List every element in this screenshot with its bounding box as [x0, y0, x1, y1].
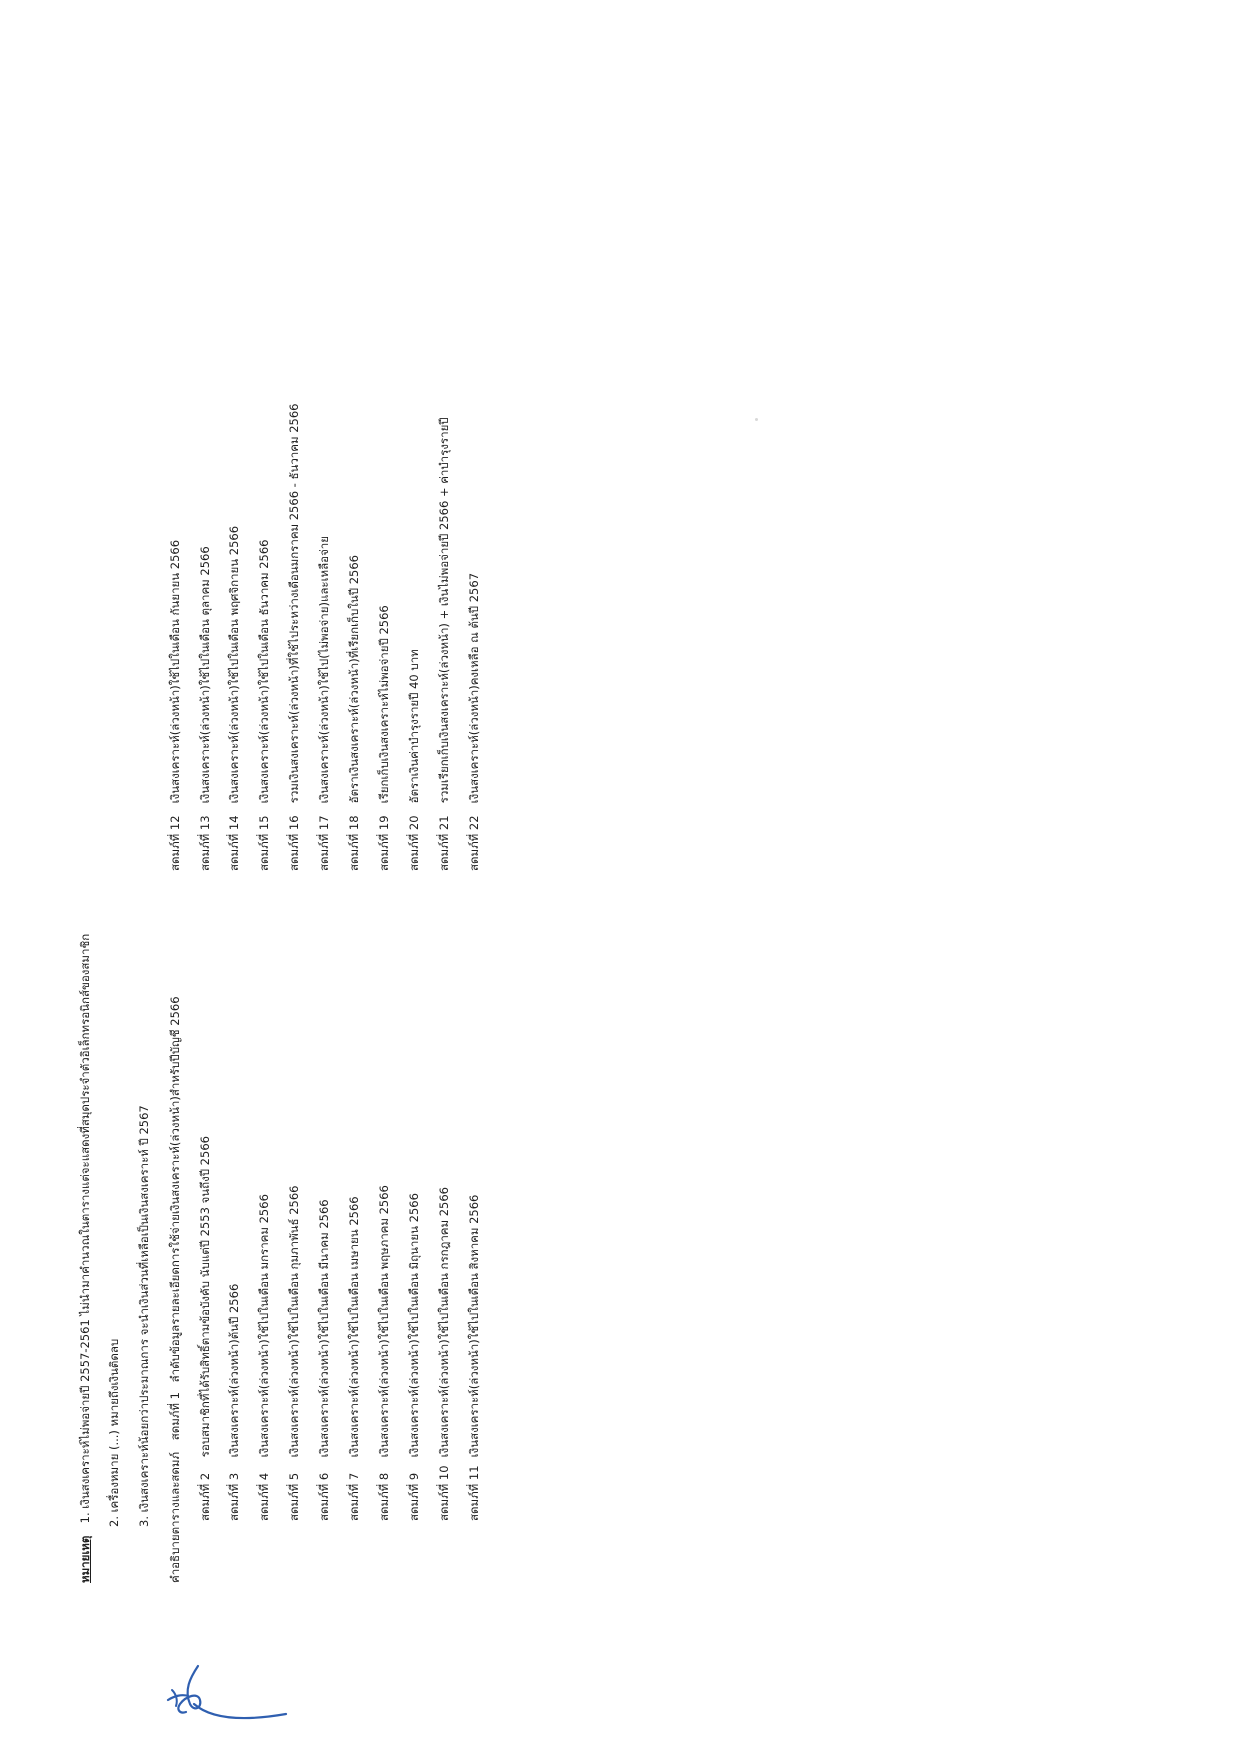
column-label: สดมภ์ที่ 1: [168, 1392, 182, 1441]
column-item-19: สดมภ์ที่ 19 เรียกเก็บเงินสงเคราะห์ไม่พอจ่ายปี 2566: [377, 605, 391, 871]
column-item-14: สดมภ์ที่ 14 เงินสงเคราะห์(ล่วงหน้า)ใช้ไปในเดือน พฤศจิกายน 2566: [227, 525, 241, 871]
column-item-18: สดมภ์ที่ 18 อัตราเงินสงเคราะห์(ล่วงหน้า)ที่เรียกเก็บในปี 2566: [347, 555, 361, 871]
explanation-intro: คำอธิบายตารางและสดมภ์: [168, 1451, 182, 1583]
column-item-12: สดมภ์ที่ 12 เงินสงเคราะห์(ล่วงหน้า)ใช้ไปในเดือน กันยายน 2566: [168, 539, 182, 871]
column-item-3: สดมภ์ที่ 3 เงินสงเคราะห์(ล่วงหน้า)ต้นปี 2566: [227, 1283, 241, 1521]
explanation-line-1: [168, 996, 182, 1583]
handwritten-signature-icon: [150, 1660, 290, 1730]
column-desc: ลำดับข้อมูลรายละเอียดการใช้จ่ายเงินสงเคราะห์(ล่วงหน้า)สำหรับปีบัญชี 2566: [168, 996, 182, 1383]
column-item-7: สดมภ์ที่ 7 เงินสงเคราะห์(ล่วงหน้า)ใช้ไปในเดือน เมษายน 2566: [347, 1196, 361, 1521]
column-item-17: สดมภ์ที่ 17 เงินสงเคราะห์(ล่วงหน้า)ใช้ไป(ไม่พอจ่าย)และเหลือจ่าย: [317, 535, 331, 871]
column-item-16: สดมภ์ที่ 16 รวมเงินสงเคราะห์(ล่วงหน้า)ที่ใช้ไประหว่างเดือนมกราคม 2566 - ธันวาคม 2566: [287, 403, 301, 871]
remarks-note-1-line: [78, 934, 92, 1583]
column-item-2: สดมภ์ที่ 2 รอบสมาชิกที่ได้รับสิทธิ์ตามข้อบังคับ นับแต่ปี 2553 จนถึงปี 2566: [198, 1136, 212, 1521]
remarks-note-2: 2. เครื่องหมาย (...) หมายถึงเงินติดลบ: [107, 1338, 121, 1527]
column-item-20: สดมภ์ที่ 20 อัตราเงินค่าบำรุงรายปี 40 บาท: [407, 649, 421, 871]
column-item-15: สดมภ์ที่ 15 เงินสงเคราะห์(ล่วงหน้า)ใช้ไปในเดือน ธันวาคม 2566: [257, 539, 271, 871]
remarks-heading: หมายเหตุ: [78, 1535, 92, 1583]
column-item-5: สดมภ์ที่ 5 เงินสงเคราะห์(ล่วงหน้า)ใช้ไปในเดือน กุมภาพันธ์ 2566: [287, 1185, 301, 1521]
remarks-note-1: 1. เงินสงเคราะห์ไม่พอจ่ายปี 2557-2561 ไม่นำมาคำนวณในตารางแต่จะแสดงที่สมุดประจำตัวอิเล็กทรอนิกส์ของสมาชิก: [78, 933, 92, 1524]
column-item-8: สดมภ์ที่ 8 เงินสงเคราะห์(ล่วงหน้า)ใช้ไปในเดือน พฤษภาคม 2566: [377, 1185, 391, 1521]
column-item-21: สดมภ์ที่ 21 รวมเรียกเก็บเงินสงเคราะห์(ล่วงหน้า) + เงินไม่พอจ่ายปี 2566 + ค่าบำรุงรายปี: [437, 417, 451, 871]
remarks-note-3: 3. เงินสงเคราะห์น้อยกว่าประมาณการ จะนำเงินส่วนที่เหลือเป็นเงินสงเคราะห์ ปี 2567: [137, 1105, 151, 1527]
column-item-11: สดมภ์ที่ 11 เงินสงเคราะห์(ล่วงหน้า)ใช้ไปในเดือน สิงหาคม 2566: [467, 1194, 481, 1521]
column-item-4: สดมภ์ที่ 4 เงินสงเคราะห์(ล่วงหน้า)ใช้ไปในเดือน มกราคม 2566: [257, 1194, 271, 1521]
column-item-13: สดมภ์ที่ 13 เงินสงเคราะห์(ล่วงหน้า)ใช้ไปในเดือน ตุลาคม 2566: [198, 546, 212, 871]
column-item-9: สดมภ์ที่ 9 เงินสงเคราะห์(ล่วงหน้า)ใช้ไปในเดือน มิถุนายน 2566: [407, 1193, 421, 1521]
column-item-22: สดมภ์ที่ 22 เงินสงเคราะห์(ล่วงหน้า)คงเหลือ ณ ต้นปี 2567: [467, 572, 481, 871]
column-item-10: สดมภ์ที่ 10 เงินสงเคราะห์(ล่วงหน้า)ใช้ไปในเดือน กรกฎาคม 2566: [437, 1187, 451, 1521]
column-item-6: สดมภ์ที่ 6 เงินสงเคราะห์(ล่วงหน้า)ใช้ไปในเดือน มีนาคม 2566: [317, 1199, 331, 1521]
scan-speck: [755, 418, 758, 421]
